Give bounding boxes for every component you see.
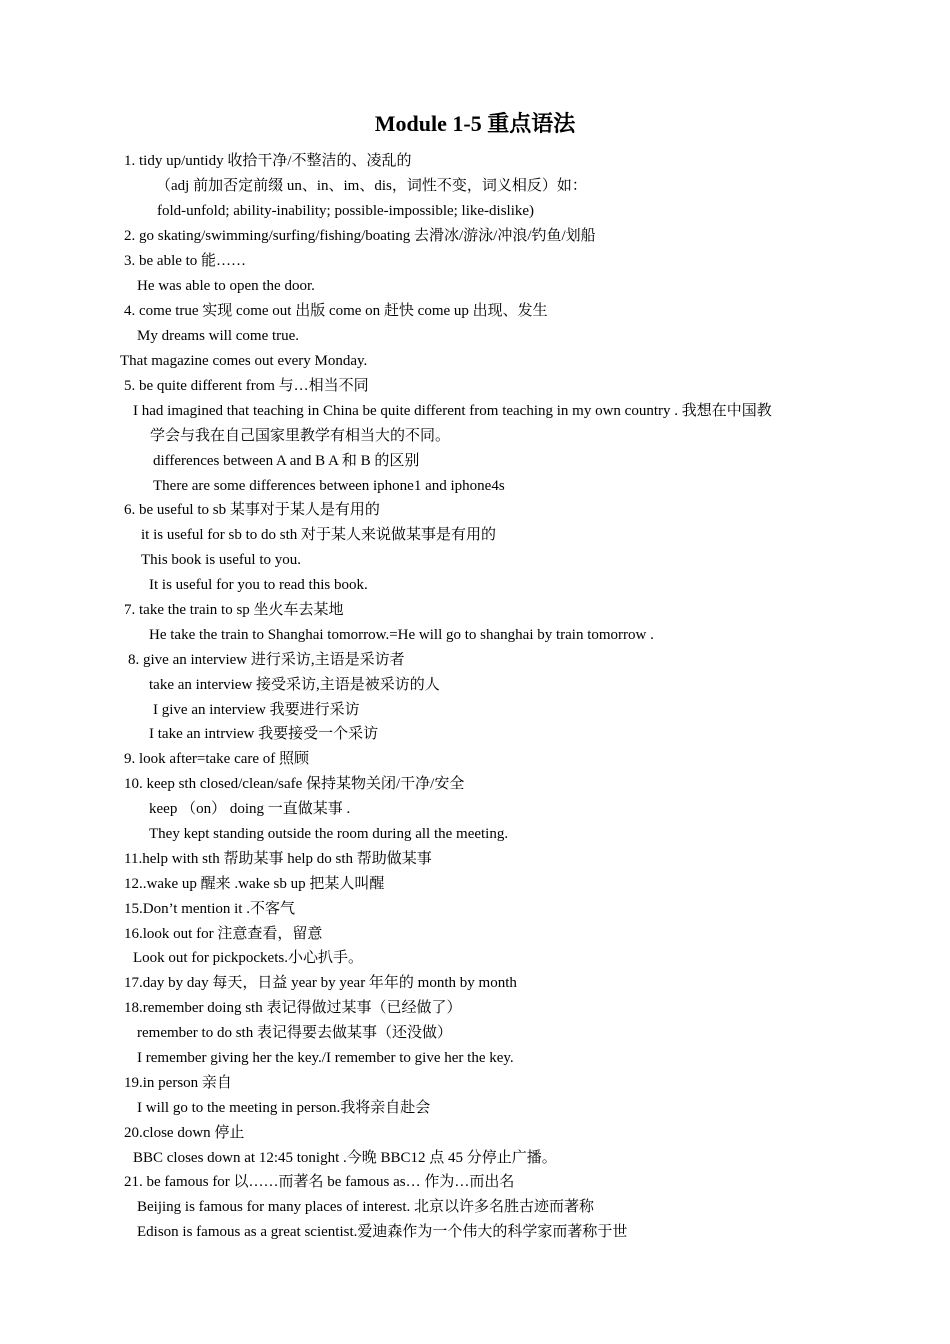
text-line: He was able to open the door. bbox=[137, 278, 315, 294]
text-line: I take an intrview 我要接受一个采访 bbox=[149, 726, 379, 742]
text-line: （adj 前加否定前缀 un、in、im、dis，词性不变，词义相反）如： bbox=[156, 178, 587, 194]
text-line: They kept standing outside the room during all the meeting. bbox=[149, 826, 509, 842]
text-line: That magazine comes out every Monday. bbox=[120, 353, 368, 369]
text-line: I will go to the meeting in person.我将亲自赴会 bbox=[137, 1100, 431, 1116]
text-line: I remember giving her the key./I remember to give her the key. bbox=[137, 1050, 514, 1066]
text-line: it is useful for sb to do sth 对于某人来说做某事是有用的 bbox=[141, 527, 496, 543]
text-line: 4. come true 实现 come out 出版 come on 赶快 come up 出现、发生 bbox=[124, 303, 548, 319]
text-line: 12..wake up 醒来 .wake sb up 把某人叫醒 bbox=[124, 876, 385, 892]
text-line: remember to do sth 表记得要去做某事（还没做） bbox=[137, 1025, 452, 1041]
text-line: 16.look out for 注意查看，留意 bbox=[124, 926, 323, 942]
text-line: 5. be quite different from 与…相当不同 bbox=[124, 378, 369, 394]
text-line: 7. take the train to sp 坐火车去某地 bbox=[124, 602, 344, 618]
text-line: 19.in person 亲自 bbox=[124, 1075, 232, 1091]
text-line: 2. go skating/swimming/surfing/fishing/boating 去滑冰/游泳/冲浪/钓鱼/划船 bbox=[124, 228, 596, 244]
text-line: differences between A and B A 和 B 的区别 bbox=[153, 453, 420, 469]
text-line: 学会与我在自己国家里教学有相当大的不同。 bbox=[150, 428, 451, 444]
text-line: 10. keep sth closed/clean/safe 保持某物关闭/干净/安全 bbox=[124, 776, 465, 792]
text-line: take an interview 接受采访,主语是被采访的人 bbox=[149, 677, 440, 693]
text-line: 8. give an interview 进行采访,主语是采访者 bbox=[128, 652, 405, 668]
text-line: 3. be able to 能…… bbox=[124, 253, 247, 269]
text-line: 15.Don’t mention it .不客气 bbox=[124, 901, 295, 917]
text-line: Beijing is famous for many places of interest. 北京以许多名胜古迹而著称 bbox=[137, 1199, 595, 1215]
text-line: 17.day by day 每天，日益 year by year 年年的 month by month bbox=[124, 975, 517, 991]
text-line: 9. look after=take care of 照顾 bbox=[124, 751, 310, 767]
text-line: 20.close down 停止 bbox=[124, 1125, 245, 1141]
text-line: There are some differences between iphone1 and iphone4s bbox=[153, 478, 505, 494]
text-line: I give an interview 我要进行采访 bbox=[153, 702, 360, 718]
text-line: It is useful for you to read this book. bbox=[149, 577, 368, 593]
text-line: 1. tidy up/untidy 收拾干净/不整洁的、凌乱的 bbox=[124, 153, 412, 169]
text-line: BBC closes down at 12:45 tonight .今晚 BBC12 点 45 分停止广播。 bbox=[133, 1150, 557, 1166]
text-line: He take the train to Shanghai tomorrow.=He will go to shanghai by train tomorrow . bbox=[149, 627, 654, 643]
text-line: keep （on） doing 一直做某事 . bbox=[149, 801, 351, 817]
text-line: 18.remember doing sth 表记得做过某事（已经做了） bbox=[124, 1000, 462, 1016]
text-line: fold-unfold; ability-inability; possible-impossible; like-dislike) bbox=[157, 203, 535, 219]
page-title: Module 1-5 重点语法 bbox=[374, 111, 576, 136]
text-line: I had imagined that teaching in China be quite different from teaching in my own country . 我想在中国教 bbox=[133, 403, 772, 419]
text-line: Edison is famous as a great scientist.爱迪森作为一个伟大的科学家而著称于世 bbox=[137, 1224, 628, 1240]
text-line: Look out for pickpockets.小心扒手。 bbox=[133, 950, 363, 966]
text-line: This book is useful to you. bbox=[141, 552, 301, 568]
text-line: 6. be useful to sb 某事对于某人是有用的 bbox=[124, 502, 380, 518]
text-line: 21. be famous for 以……而著名 be famous as… 作为…而出名 bbox=[124, 1174, 515, 1190]
text-line: My dreams will come true. bbox=[137, 328, 300, 344]
text-line: 11.help with sth 帮助某事 help do sth 帮助做某事 bbox=[124, 851, 432, 867]
